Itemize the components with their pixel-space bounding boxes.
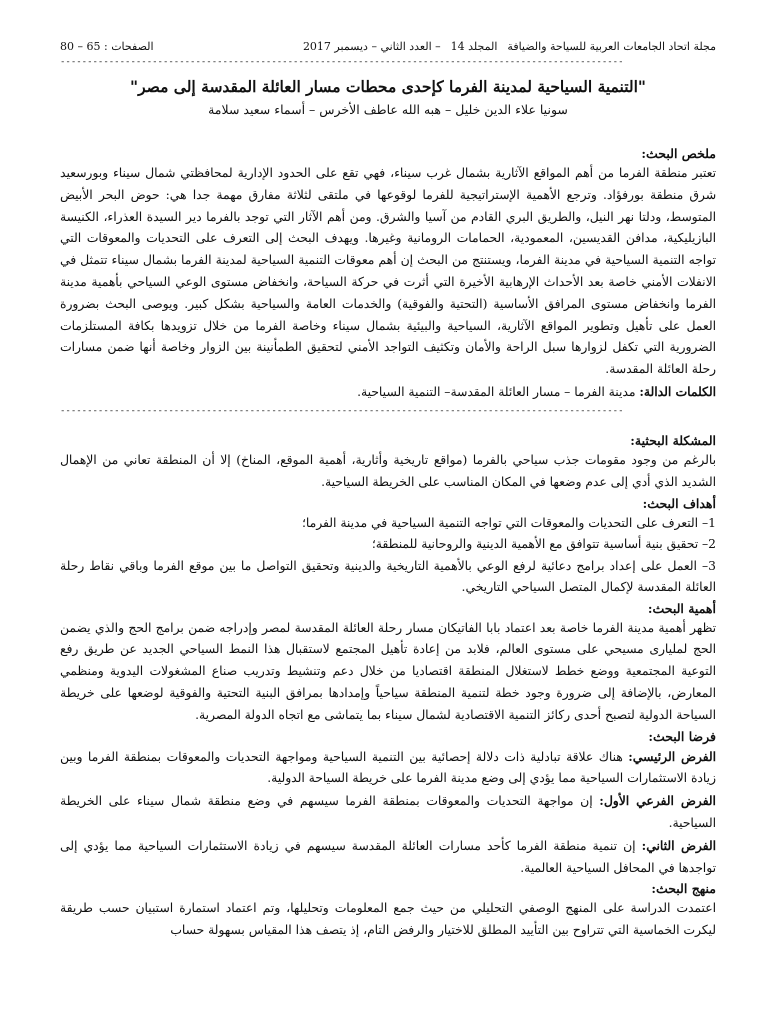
methodology-text: اعتمدت الدراسة على المنهج الوصفي التحليلي من حيث جمع المعلومات وتحليلها، وتم اعتماد استمارة استبيان حسب طريقة ليكرت الخماسية التي تتراوح بين التأييد المطلق للاختيار والرفض التام، إذ يتصف هذا المقياس بسهولة حساب xyxy=(60,901,716,938)
importance-text: تظهر أهمية مدينة الفرما خاصة بعد اعتماد بابا الفاتيكان مسار رحلة العائلة المقدسة لمصر وإدراجه ضمن برامج الحج والذي يضمن الحج لمليارى مسيحي على مستوى العالم، فلابد من إعادة تأهيل المجتمع لاستقبال هذا النمط السياحي الجديد عن طريق رفع التوعية المجتمعية ووضع خطط لاستغلال المنطقة اقتصاديا من خلال دعم وتنشيط وتدريب صناع المشغولات اليدوية ومنظمي المعارض، بالإضافة إلى ضرورة وجود خطة لتنمية المنطقة سياحياً وإمدادها بمرافق البنية التحتية والفوقية لوضعها على خريطة السياحة الدولية لتصبح أحدى ركائز التنمية الاقتصادية لشمال سيناء بما يتماشى مع اتجاه الدولة المصرية. xyxy=(60,620,716,722)
running-header xyxy=(60,38,716,56)
second-hypothesis-text: إن تنمية منطقة الفرما كأحد مسارات العائلة المقدسة سيسهم في زيادة الاستثمارات السياحية مما يؤدي إلى تواجدها في المحافل السياحية العالمية. xyxy=(60,838,716,875)
main-hypothesis xyxy=(60,746,716,791)
page-range: الصفحات : 65 – 80 xyxy=(60,40,154,53)
abstract-heading: ملخص البحث: xyxy=(641,146,716,161)
problem-text: بالرغم من وجود مقومات جذب سياحي بالفرما (مواقع تاريخية وأثارية، أهمية الموقع، المناخ) إلا أن المنطقة تعاني من الإهمال الشديد الذي أدي إلى عدم وضعها في المكان المناسب على الخريطة السياحية. xyxy=(60,452,716,489)
objectives-list xyxy=(60,513,716,599)
keywords-label: الكلمات الدالة: xyxy=(639,383,716,399)
journal-info xyxy=(303,38,716,56)
keywords-text: مدينة الفرما – مسار العائلة المقدسة– التنمية السياحية. xyxy=(357,384,636,399)
second-hypothesis-label: الفرض الثاني: xyxy=(641,837,716,853)
abstract-text: تعتبر منطقة الفرما من أهم المواقع الآثارية بشمال غرب سيناء، فهي تقع على الحدود الإدارية لمحافظتي شمال سيناء وبورسعيد شرق منطقة بورفؤاد. وترجع الأهمية الإستراتيجية للفرما لوقوعها في ملتقى لثلاثة مفارق مهمة جدا هي: حوض البحر الأبيض المتوسط، ودلتا نهر النيل، والطريق البري القادم من آسيا والشرق. ومن أهم الآثار التي توجد بالفرما دير السيدة العذراء، الكنيسة البازيليكية، مدافن القديسين، المعمودية، الحمامات الرومانية وغيرها. ويهدف البحث إلى التعرف على التحديات والمعوقات التي تواجه التنمية السياحية في مدينة الفرما، ويستنتج من البحث إن أهم معوقات التنمية السياحية لمدينة الفرما بشمال سيناء تتمثل في الانفلات الأمني خاصة بعد الأحداث الإرهابية الأخيرة التي أثرت في حركة السياحة، وانخفاض مستوى الوعي السياحي بأهمية مدينة الفرما وانخفاض مستوى المرافق الأساسية (التحتية والفوقية) والخدمات العامة والسياحية بشكل كبير. ويوصى البحث بضرورة العمل على تأهيل وتطوير المواقع الآثارية، السياحية والبيئية بشمال سيناء وخاصة الفرما من خلال تزويدها بكافة المستلزمات الضرورية التي تكفل لزوارها سبل الراحة والأمان وتكثيف التواجد الأمني لتحقيق الطمأنينة بين الزوار وخاصة أنها ضمن مسارات رحلة العائلة المقدسة. xyxy=(60,166,716,377)
journal-issue: – العدد الثاني – ديسمبر 2017 xyxy=(302,40,441,53)
hypotheses-heading: فرضا البحث: xyxy=(648,728,716,744)
journal-name: مجلة اتحاد الجامعات العربية للسياحة والضيافة xyxy=(507,40,716,53)
keywords-line xyxy=(60,381,716,403)
paper-title: "التنمية السياحية لمدينة الفرما كإحدى محطات مسار العائلة المقدسة إلى مصر" xyxy=(130,77,646,96)
methodology-heading: منهج البحث: xyxy=(651,881,716,897)
first-sub-hypothesis-text: إن مواجهة التحديات والمعوقات بمنطقة الفرما سيسهم في وضع منطقة شمال سيناء على الخريطة السياحية. xyxy=(60,794,716,830)
paper-page xyxy=(60,38,716,942)
objective-item: 2– تحقيق بنية أساسية تتوافق مع الأهمية الدينية والروحانية للمنطقة؛ xyxy=(371,537,716,552)
main-hypothesis-text: هناك علاقة تبادلية ذات دلالة إحصائية بين التنمية السياحية ومواجهة التحديات والمعوقات بمنطقة الفرما وبين زيادة الاستثمارات السياحية مما يؤدي إلى وضع مدينة الفرما على خريطة السياحة الدولية. xyxy=(60,749,716,786)
objective-item: 3– العمل على إعداد برامج دعائية لرفع الوعي بالأهمية التاريخية والدينية وتحقيق التواصل ما بين موقع الفرما وباقي نقاط رحلة العائلة المقدسة لإكمال المتصل السياحي التاريخي. xyxy=(60,558,716,595)
second-hypothesis xyxy=(60,835,716,880)
header-divider: -------------------------------------------------------------------------------------------------------- xyxy=(60,57,624,67)
paper-authors: سونيا علاء الدين خليل – هبه الله عاطف الأخرس – أسماء سعيد سلامة xyxy=(208,102,568,117)
objective-item: 1– التعرف على التحديات والمعوقات التي تواجه التنمية السياحية في مدينة الفرما؛ xyxy=(302,515,716,530)
objectives-heading: أهداف البحث: xyxy=(642,495,716,511)
importance-heading: أهمية البحث: xyxy=(647,600,716,616)
journal-volume: المجلد 14 xyxy=(450,40,498,53)
main-hypothesis-label: الفرض الرئيسي: xyxy=(628,748,716,764)
abstract-divider: -------------------------------------------------------------------------------------------------------- xyxy=(60,405,624,416)
first-sub-hypothesis-label: الفرض الفرعي الأول: xyxy=(599,793,716,809)
problem-heading: المشكلة البحثية: xyxy=(630,432,716,448)
first-sub-hypothesis xyxy=(60,790,716,835)
